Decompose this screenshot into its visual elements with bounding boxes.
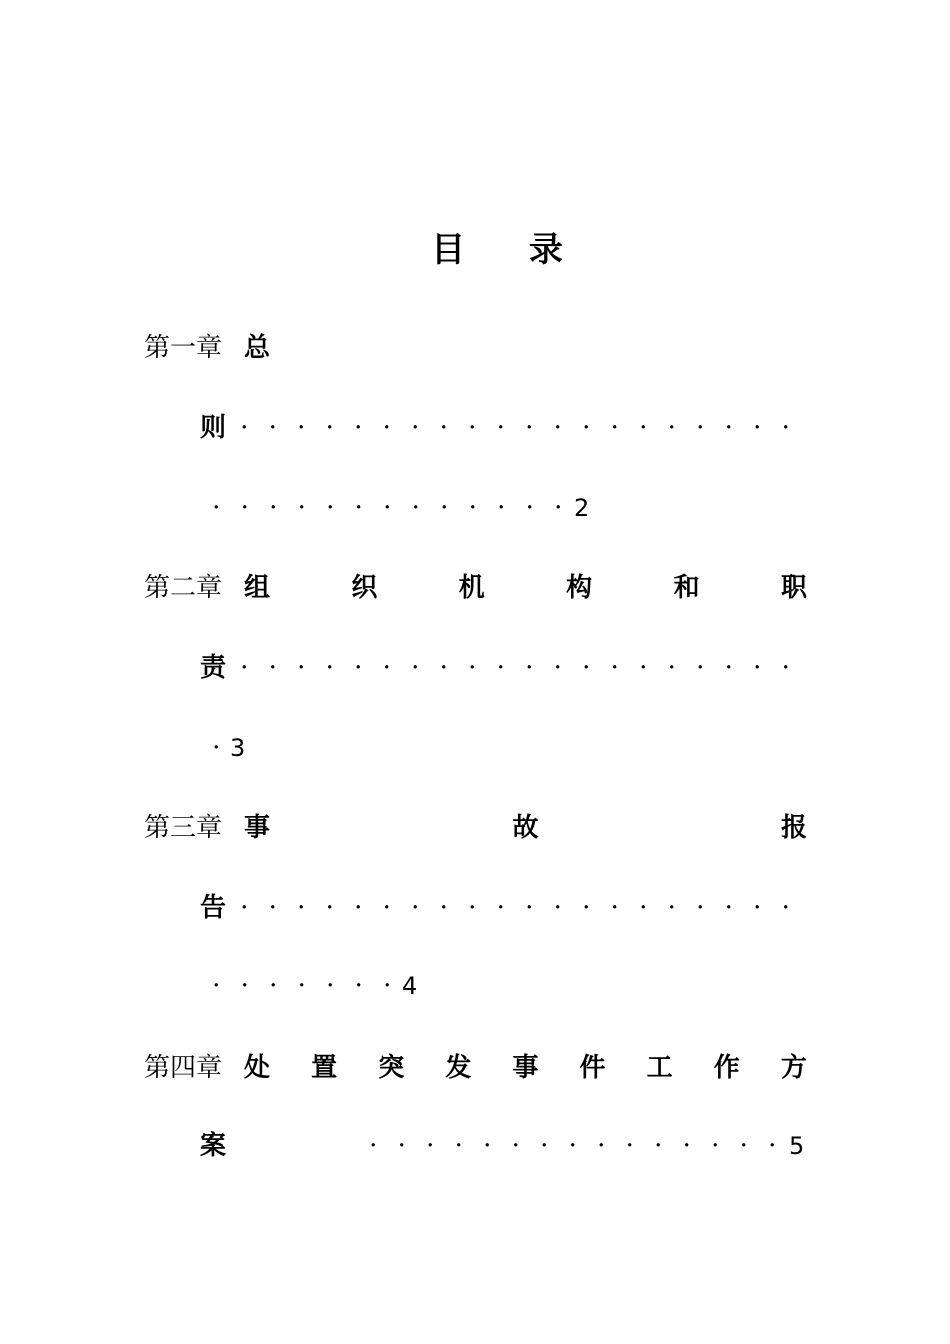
leader-dot: ·	[696, 653, 705, 683]
leader-dot: ·	[468, 893, 477, 923]
leader-dot: ·	[426, 1131, 435, 1161]
leader-dot: ·	[326, 971, 335, 1001]
leader-dot: ·	[468, 493, 477, 523]
leader-dot: ·	[553, 653, 562, 683]
leader-dot: ·	[610, 893, 619, 923]
leader-dot: ·	[711, 1131, 720, 1161]
chapter-heading-char: 构	[566, 573, 593, 603]
chapter-heading-spread	[244, 568, 807, 608]
leader-dot: ·	[696, 413, 705, 443]
leader-dot: ·	[724, 893, 733, 923]
chapter-heading-char: 则	[200, 413, 227, 443]
leader-dot: ·	[610, 413, 619, 443]
leader-dot: ·	[525, 493, 534, 523]
leader-dot: ·	[483, 1131, 492, 1161]
leader-dot: ·	[325, 653, 334, 683]
leader-dot: ·	[354, 413, 363, 443]
dot-leader	[202, 728, 231, 768]
toc-entry-3-line-1	[0, 808, 950, 848]
toc-entry-4-line-2	[0, 1126, 950, 1166]
leader-dot: ·	[639, 893, 648, 923]
leader-dot: ·	[781, 893, 790, 923]
page-number: 4	[402, 972, 418, 1000]
page-number: 3	[230, 734, 246, 762]
dot-leader	[202, 488, 573, 528]
leader-dot: ·	[724, 413, 733, 443]
leader-dot: ·	[768, 1131, 777, 1161]
leader-dot: ·	[212, 493, 221, 523]
leader-dot: ·	[383, 493, 392, 523]
leader-dot: ·	[454, 1131, 463, 1161]
chapter-heading-char: 事	[244, 813, 271, 843]
chapter-heading-char: 机	[458, 573, 485, 603]
toc-entry-4-line-1	[0, 1048, 950, 1088]
leader-dot: ·	[326, 493, 335, 523]
leader-dot: ·	[625, 1131, 634, 1161]
toc-entry-1-line-3	[0, 488, 950, 528]
chapter-heading-char: 工	[646, 1053, 673, 1083]
leader-dot: ·	[610, 653, 619, 683]
chapter-heading-char: 织	[351, 573, 378, 603]
leader-dot: ·	[240, 413, 249, 443]
chapter-number: 第四章	[144, 1053, 223, 1083]
leader-dot: ·	[511, 1131, 520, 1161]
leader-dot: ·	[354, 493, 363, 523]
leader-dot: ·	[297, 893, 306, 923]
chapter-number: 第二章	[144, 573, 223, 603]
dot-leader	[230, 648, 800, 688]
chapter-heading-char: 案	[200, 1131, 227, 1161]
chapter-heading-char: 和	[673, 573, 700, 603]
chapter-heading-spread	[244, 808, 807, 848]
leader-dot: ·	[382, 893, 391, 923]
dot-leader	[230, 408, 800, 448]
chapter-number: 第一章	[144, 333, 223, 363]
chapter-heading-char: 置	[311, 1053, 338, 1083]
leader-dot: ·	[654, 1131, 663, 1161]
leader-dot: ·	[496, 653, 505, 683]
leader-dot: ·	[397, 1131, 406, 1161]
leader-dot: ·	[297, 971, 306, 1001]
leader-dot: ·	[753, 893, 762, 923]
chapter-heading-char: 突	[378, 1053, 405, 1083]
leader-dot: ·	[554, 493, 563, 523]
leader-dot: ·	[553, 893, 562, 923]
leader-dot: ·	[468, 653, 477, 683]
leader-dot: ·	[440, 493, 449, 523]
dot-leader	[359, 1126, 787, 1166]
leader-dot: ·	[411, 413, 420, 443]
chapter-heading-char: 报	[780, 813, 807, 843]
leader-dot: ·	[753, 653, 762, 683]
chapter-heading-char: 方	[780, 1053, 807, 1083]
leader-dot: ·	[696, 893, 705, 923]
chapter-heading-char: 责	[200, 653, 227, 683]
leader-dot: ·	[439, 893, 448, 923]
leader-dot: ·	[325, 413, 334, 443]
toc-entry-2-line-1	[0, 568, 950, 608]
leader-dot: ·	[439, 413, 448, 443]
toc-entry-3-line-2	[0, 888, 950, 928]
toc-entry-3-line-3	[0, 966, 950, 1006]
leader-dot: ·	[582, 653, 591, 683]
leader-dot: ·	[739, 1131, 748, 1161]
leader-dot: ·	[724, 653, 733, 683]
leader-dot: ·	[354, 893, 363, 923]
leader-dot: ·	[781, 653, 790, 683]
chapter-heading-char: 作	[713, 1053, 740, 1083]
chapter-heading-char: 处	[244, 1053, 271, 1083]
toc-entry-2-line-3	[0, 728, 950, 768]
leader-dot: ·	[781, 413, 790, 443]
chapter-heading-char: 职	[780, 573, 807, 603]
leader-dot: ·	[369, 1131, 378, 1161]
leader-dot: ·	[297, 413, 306, 443]
leader-dot: ·	[240, 971, 249, 1001]
chapter-heading-char: 总	[244, 333, 271, 363]
toc-entry-1-line-1	[0, 328, 950, 368]
leader-dot: ·	[411, 493, 420, 523]
leader-dot: ·	[269, 971, 278, 1001]
leader-dot: ·	[682, 1131, 691, 1161]
toc-entry-2-line-2	[0, 648, 950, 688]
leader-dot: ·	[582, 413, 591, 443]
leader-dot: ·	[439, 653, 448, 683]
leader-dot: ·	[240, 653, 249, 683]
leader-dot: ·	[525, 893, 534, 923]
chapter-heading-spread	[244, 1048, 807, 1088]
leader-dot: ·	[240, 893, 249, 923]
leader-dot: ·	[639, 653, 648, 683]
leader-dot: ·	[269, 493, 278, 523]
chapter-heading-char: 故	[512, 813, 539, 843]
leader-dot: ·	[383, 971, 392, 1001]
leader-dot: ·	[597, 1131, 606, 1161]
leader-dot: ·	[240, 493, 249, 523]
toc-title: 目 录	[431, 230, 589, 270]
page-number: 5	[789, 1132, 805, 1160]
leader-dot: ·	[553, 413, 562, 443]
leader-dot: ·	[354, 653, 363, 683]
leader-dot: ·	[667, 893, 676, 923]
leader-dot: ·	[268, 893, 277, 923]
toc-entry-1-line-2	[0, 408, 950, 448]
leader-dot: ·	[667, 653, 676, 683]
leader-dot: ·	[297, 653, 306, 683]
leader-dot: ·	[568, 1131, 577, 1161]
leader-dot: ·	[382, 653, 391, 683]
chapter-heading-char: 发	[445, 1053, 472, 1083]
leader-dot: ·	[540, 1131, 549, 1161]
leader-dot: ·	[411, 893, 420, 923]
leader-dot: ·	[411, 653, 420, 683]
leader-dot: ·	[525, 653, 534, 683]
chapter-heading-char: 事	[512, 1053, 539, 1083]
leader-dot: ·	[382, 413, 391, 443]
leader-dot: ·	[667, 413, 676, 443]
page-number: 2	[574, 494, 590, 522]
leader-dot: ·	[268, 653, 277, 683]
leader-dot: ·	[468, 413, 477, 443]
chapter-number: 第三章	[144, 813, 223, 843]
chapter-heading-char: 组	[244, 573, 271, 603]
leader-dot: ·	[297, 493, 306, 523]
leader-dot: ·	[753, 413, 762, 443]
leader-dot: ·	[268, 413, 277, 443]
leader-dot: ·	[525, 413, 534, 443]
leader-dot: ·	[497, 493, 506, 523]
leader-dot: ·	[212, 971, 221, 1001]
leader-dot: ·	[354, 971, 363, 1001]
leader-dot: ·	[496, 893, 505, 923]
dot-leader	[202, 966, 402, 1006]
leader-dot: ·	[496, 413, 505, 443]
leader-dot: ·	[582, 893, 591, 923]
leader-dot: ·	[325, 893, 334, 923]
leader-dot: ·	[639, 413, 648, 443]
dot-leader	[230, 888, 800, 928]
chapter-heading-char: 件	[579, 1053, 606, 1083]
leader-dot: ·	[212, 733, 221, 763]
chapter-heading-char: 告	[200, 893, 227, 923]
